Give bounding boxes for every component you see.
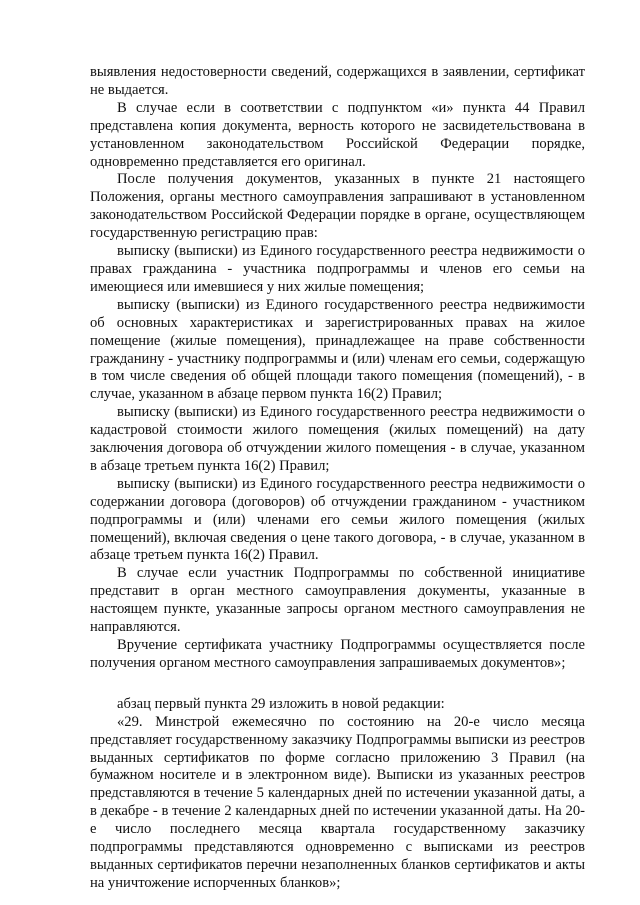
paragraph: выявления недостоверности сведений, содержащихся в заявлении, сертификат не выдается.	[90, 64, 585, 98]
paragraph: После получения документов, указанных в пункте 21 настоящего Положения, органы местного самоуправления запрашивают в установленном законодательством Российской Федерации порядке в органе, осуществляющем государственную регистрацию прав:	[90, 171, 585, 242]
paragraph: выписку (выписки) из Единого государственного реестра недвижимости об основных характеристиках и зарегистрированных правах на жилое помещение (жилые помещения), принадлежащее на праве собственности гражданину - участнику подпрограммы и (или) членам его семьи, содержащую в том числе сведения об общей площади такого помещения (помещений), - в случае, указанном в абзаце первом пункта 16(2) Правил;	[90, 296, 585, 403]
paragraph: абзац первый пункта 29 изложить в новой редакции:	[117, 695, 445, 712]
paragraph: выписку (выписки) из Единого государственного реестра недвижимости о содержании договора (договоров) об отчуждении гражданином - участником подпрограммы и (или) членами его семьи жилого помещения (жилых помещений), включая сведения о цене такого договора, - в случае, указанном в абзаце третьем пункта 16(2) Правил.	[90, 475, 585, 564]
paragraph-spacer	[90, 673, 585, 696]
paragraph: выписку (выписки) из Единого государственного реестра недвижимости о правах гражданина - участника подпрограммы и членов его семьи на имеющиеся или имевшиеся у них жилые помещения;	[90, 243, 585, 295]
paragraph: Вручение сертификата участнику Подпрограммы осуществляется после получения органом местного самоуправления запрашиваемых документов»;	[90, 637, 585, 671]
paragraph: В случае если участник Подпрограммы по собственной инициативе представит в орган местного самоуправления документы, указанные в настоящем пункте, указанные запросы органом местного самоуправления не направляются.	[90, 565, 585, 636]
paragraph: В случае если в соответствии с подпунктом «и» пункта 44 Правил представлена копия документа, верность которого не засвидетельствована в установленном законодательством Российской Федерации порядке, одновременно представляется его оригинал.	[90, 99, 585, 170]
paragraph: выписку (выписки) из Единого государственного реестра недвижимости о кадастровой стоимости жилого помещения (жилых помещений) на дату заключения договора об отчуждении жилого помещения - в случае, указанном в абзаце третьем пункта 16(2) Правил;	[90, 404, 585, 474]
paragraph: «29. Минстрой ежемесячно по состоянию на 20-е число месяца представляет государственному заказчику Подпрограммы выписки из реестров выданных сертификатов по форме согласно приложению 3 Правил (на бумажном носителе и в электронном виде). Выписки из указанных реестров представляются в течение 5 календарных дней по истечении указанной даты, а в декабре - в течение 2 календарных дней по истечении указанной даты. На 20-е число последнего месяца квартала государственному заказчику подпрограммы представляются одновременно с выписками из реестров выданных сертификатов перечни незаполненных бланков сертификатов и акты на уничтожение испорченных бланков»;	[90, 713, 585, 891]
document-page	[90, 64, 585, 893]
